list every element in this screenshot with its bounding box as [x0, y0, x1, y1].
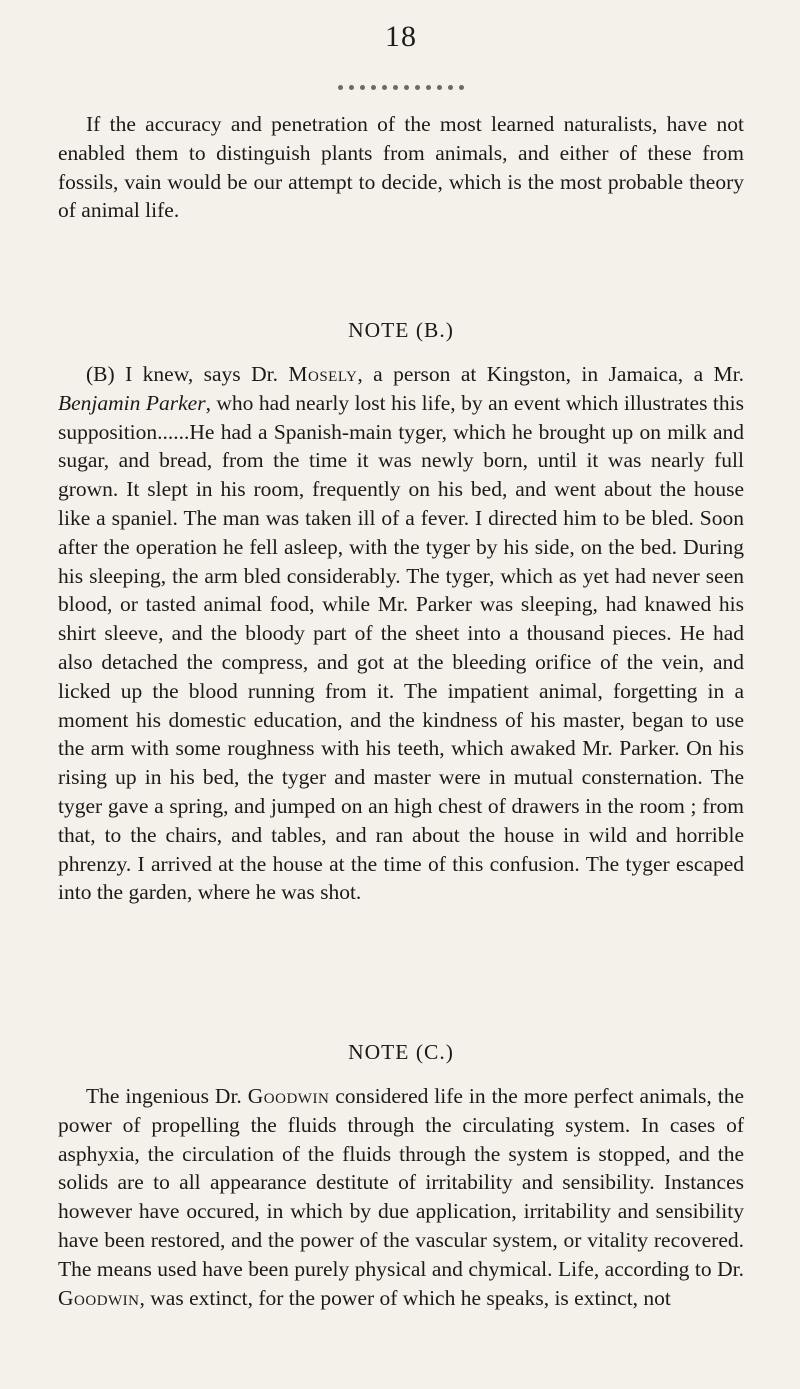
book-page	[58, 0, 744, 1389]
note-b-block	[58, 360, 744, 907]
page-number: 18	[385, 20, 417, 53]
note-c-text-1: considered life in the more perfect animals, the power of propelling the fluids through the circulating system. In cases of asphyxia, the circulation of the fluids through the system is stopped, and the solids are to all appearance destitute of irritability and sensibility. Instances however have occured, in which by due application, irritability and sensibility have been restored, and the power of the vascular system, or vitality recovered. The means used have been purely physical and chymical. Life, according to Dr.	[58, 1084, 744, 1281]
note-c-block	[58, 1082, 744, 1312]
note-b-text-2: , who had nearly lost his life, by an event which illustrates this supposition......He had a Spanish-main tyger, which he brought up on milk and sugar, and bread, from the time it was newly born, until it was nearly full grown. It slept in his room, frequently on his bed, and went about the house like a spaniel. The man was taken ill of a fever. I directed him to be bled. Soon after the operation he fell asleep, with the tyger by his side, on the bed. During his sleeping, the arm bled considerably. The tyger, which as yet had never seen blood, or tasted animal food, while Mr. Parker was sleeping, had knawed his shirt sleeve, and the bloody part of the sheet into a thousand pieces. He had also detached the compress, and got at the bleeding orifice of the vein, and licked up the blood running from it. The impatient animal, forgetting in a moment his domestic education, and the kindness of his master, began to use the arm with some roughness with his teeth, which awaked Mr. Parker. On his rising up in his bed, the tyger and master were in mutual consternation. The tyger gave a spring, and jumped on an high chest of drawers in the room ; from that, to the chairs, and tables, and ran about the house in wild and horrible phrenzy. I arrived at the house at the time of this confusion. The tyger escaped into the garden, where he was shot.	[58, 390, 744, 905]
note-b-lead: (B) I knew, says Dr.	[86, 362, 278, 386]
note-c-author-2: Goodwin	[58, 1285, 140, 1310]
intro-paragraph-block	[58, 110, 744, 225]
note-b-author: Mosely	[288, 362, 358, 386]
note-b-text-1: , a person at Kingston, in Jamaica, a Mr.	[357, 362, 744, 386]
note-c-author: Goodwin	[247, 1084, 330, 1108]
note-b-heading: NOTE (B.)	[348, 318, 454, 342]
intro-paragraph: If the accuracy and penetration of the most learned naturalists, have not enabled them to distinguish plants from animals, and either of these from fossils, vain would be our attempt to decide, which is the most probable theory of animal life.	[58, 112, 744, 223]
note-c-lead: The ingenious Dr.	[86, 1084, 242, 1108]
note-c-heading: NOTE (C.)	[348, 1040, 454, 1064]
note-c-paragraph	[58, 1082, 744, 1312]
note-c-text-2: , was extinct, for the power of which he speaks, is extinct, not	[139, 1285, 671, 1310]
note-b-person: Benjamin Parker	[58, 390, 206, 415]
note-b-paragraph	[58, 360, 744, 907]
ornamental-rule	[58, 85, 744, 90]
